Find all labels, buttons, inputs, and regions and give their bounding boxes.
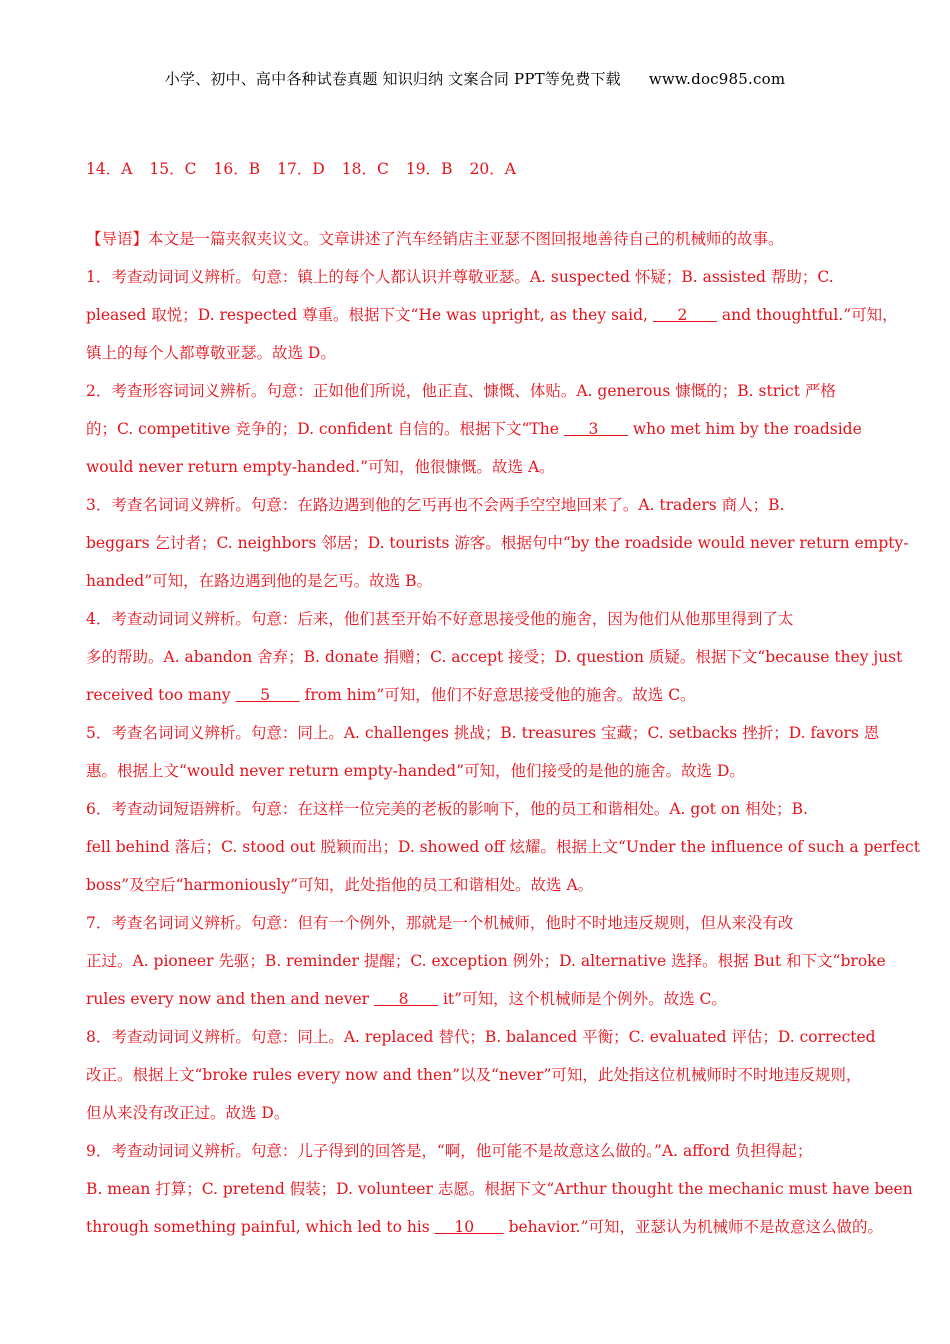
header-text: 小学、初中、高中各种试卷真题 知识归纳 文案合同 PPT等免费下载	[164, 70, 621, 88]
explanation-line: B. mean 打算；C. pretend 假装；D. volunteer 志愿。根据下文“Arthur thought the mechanic must have been	[86, 1180, 913, 1198]
line-text-before: 的；C. competitive 竞争的；D. confident 自信的。根据下文“The	[86, 420, 564, 438]
explanation-line	[86, 986, 876, 1024]
answer-item: 17．D	[277, 160, 325, 178]
line-text-after: behavior.”可知，亚瑟认为机械师不是故意这么做的。	[503, 1218, 884, 1236]
answer-item: 20．A	[469, 160, 516, 178]
explanation-line	[86, 416, 876, 454]
line-text-before: rules every now and then and never	[86, 990, 374, 1008]
line-text-before: received too many	[86, 686, 236, 704]
answer-item: 16．B	[213, 160, 261, 178]
explanation-line	[86, 302, 898, 340]
explanation-line: 改正。根据上文“broke rules every now and then”以及“never”可知，此处指这位机械师时不时地违反规则，	[86, 1066, 862, 1084]
explanation-line: 5．考查名词词义辨析。句意：同上。A. challenges 挑战；B. treasures 宝藏；C. setbacks 挫折；D. favors 恩	[86, 724, 880, 742]
explanation-line: 8．考查动词词义辨析。句意：同上。A. replaced 替代；B. balanced 平衡；C. evaluated 评估；D. corrected	[86, 1028, 876, 1046]
explanation-line: 1．考查动词词义辨析。句意：镇上的每个人都认识并尊敬亚瑟。A. suspected 怀疑；B. assisted 帮助；C.	[86, 268, 834, 286]
line-text-before: through something painful, which led to his	[86, 1218, 435, 1236]
fill-blank: 5	[235, 686, 300, 704]
answer-item: 19．B	[405, 160, 453, 178]
page-header	[0, 68, 950, 89]
fill-blank: 8	[373, 990, 439, 1008]
explanation-line: boss”及空后“harmoniously”可知，此处指他的员工和谐相处。故选 A。	[86, 876, 594, 894]
explanation-line: 9．考查动词词义辨析。句意：儿子得到的回答是，“啊，他可能不是故意这么做的。”A. afford 负担得起；	[86, 1142, 813, 1160]
answer-item: 15．C	[149, 160, 197, 178]
line-text-before: pleased 取悦；D. respected 尊重。根据下文“He was upright, as they said,	[86, 306, 653, 324]
explanation-line: 镇上的每个人都尊敬亚瑟。故选 D。	[86, 344, 336, 362]
explanation-line: 但从来没有改正过。故选 D。	[86, 1104, 290, 1122]
answer-item: 14．A	[86, 160, 133, 178]
explanation-line: 正过。A. pioneer 先驱；B. reminder 提醒；C. exception 例外；D. alternative 选择。根据 But 和下文“broke	[86, 952, 886, 970]
explanation-line: 4．考查动词词义辨析。句意：后来，他们甚至开始不好意思接受他的施舍，因为他们从他那里得到了太	[86, 610, 794, 628]
explanation-line: 3．考查名词词义辨析。句意：在路边遇到他的乞丐再也不会两手空空地回来了。A. traders 商人；B.	[86, 496, 785, 514]
explanation-line: 7．考查名词词义辨析。句意：但有一个例外，那就是一个机械师，他时不时地违反规则，但从来没有改	[86, 914, 794, 932]
explanation-line: fell behind 落后；C. stood out 脱颖而出；D. showed off 炫耀。根据上文“Under the influence of such a perfect	[86, 838, 920, 856]
fill-blank: 2	[652, 306, 717, 324]
explanation-line: handed”可知，在路边遇到他的是乞丐。故选 B。	[86, 572, 432, 590]
explanation-body	[86, 226, 920, 1252]
line-text-after: and thoughtful.”可知，	[716, 306, 898, 324]
explanation-line: 6．考查动词短语辨析。句意：在这样一位完美的老板的影响下，他的员工和谐相处。A. got on 相处；B.	[86, 800, 808, 818]
fill-blank: 10	[434, 1218, 504, 1236]
header-site-link[interactable]: www.doc985.com	[648, 70, 786, 88]
explanation-line: 2．考查形容词词义辨析。句意：正如他们所说，他正直、慷慨、体贴。A. generous 慷慨的；B. strict 严格	[86, 382, 836, 400]
intro-line: 【导语】本文是一篇夹叙夹议文。文章讲述了汽车经销店主亚瑟不图回报地善待自己的机械师的故事。	[86, 230, 784, 248]
answer-item: 18．C	[341, 160, 389, 178]
explanation-line: beggars 乞讨者；C. neighbors 邻居；D. tourists 游客。根据句中“by the roadside would never return empty-	[86, 534, 909, 552]
explanation-line	[86, 682, 876, 720]
explanation-line: 多的帮助。A. abandon 舍弃；B. donate 捐赠；C. accept 接受；D. question 质疑。根据下文“because they just	[86, 648, 903, 666]
fill-blank: 3	[563, 420, 628, 438]
line-text-after: who met him by the roadside	[627, 420, 862, 438]
answer-key	[86, 157, 533, 179]
line-text-after: from him”可知，他们不好意思接受他的施舍。故选 C。	[299, 686, 696, 704]
explanation-line: 惠。根据上文“would never return empty-handed”可知，他们接受的是他的施舍。故选 D。	[86, 762, 745, 780]
line-text-after: it”可知，这个机械师是个例外。故选 C。	[438, 990, 727, 1008]
explanation-line	[86, 1214, 884, 1252]
explanation-line: would never return empty-handed.”可知，他很慷慨。故选 A。	[86, 458, 555, 476]
